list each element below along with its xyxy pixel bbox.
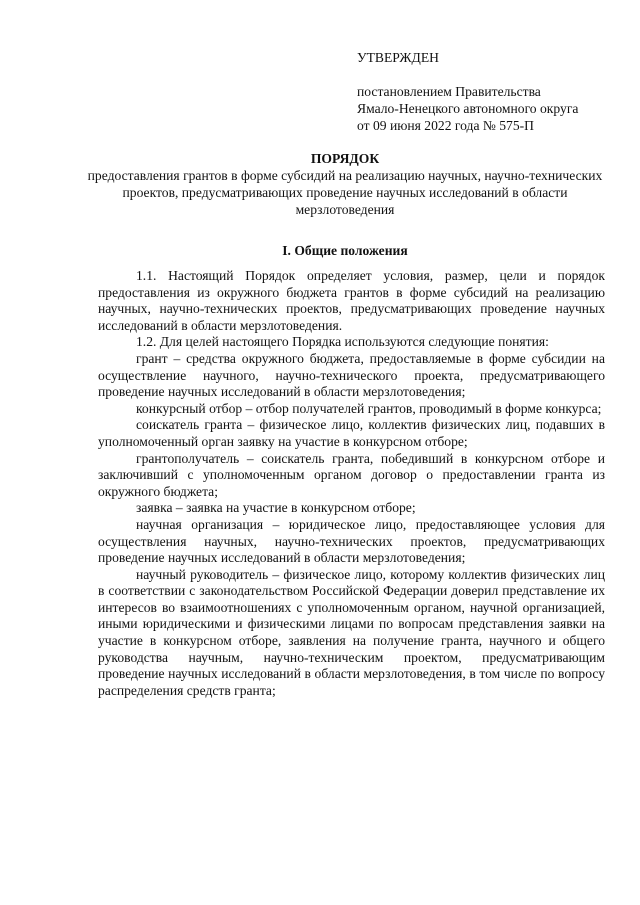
document-subtitle: предоставления грантов в форме субсидий на реализацию научных, научно-технических проектов, предусматривающих проведение научных исследований в области мерзлотоведения [87, 168, 603, 217]
paragraph: грантополучатель – соискатель гранта, победивший в конкурсном отборе и заключивший с уполномоченным органом договор о предоставлении гранта из окружного бюджета; [98, 450, 605, 499]
paragraph: конкурсный отбор – отбор получателей грантов, проводимый в форме конкурса; [136, 400, 602, 416]
section-heading: I. Общие положения [282, 243, 408, 258]
paragraph: научная организация – юридическое лицо, предоставляющее условия для осуществления научных, научно-технических проектов, предусматривающих проведение научных исследований в области мерзлотоведения; [98, 516, 605, 566]
approval-line: Ямало-Ненецкого автономного округа [357, 101, 579, 116]
title-block [80, 150, 610, 218]
approval-line: от 09 июня 2022 года № 575-П [357, 118, 534, 133]
document-title: ПОРЯДОК [310, 151, 380, 166]
paragraph: грант – средства окружного бюджета, предоставляемые в форме субсидии на осуществление научного, научно-технического проекта, предусматривающего проведение научных исследований в области мерзлотоведения; [98, 350, 605, 400]
paragraph: соискатель гранта – физическое лицо, коллектив физических лиц, подавших в уполномоченный орган заявку на участие в конкурсном отборе; [98, 417, 605, 449]
approval-block [357, 49, 617, 134]
paragraph: заявка – заявка на участие в конкурсном отборе; [136, 500, 416, 516]
approval-line: постановлением Правительства [357, 84, 541, 99]
approval-heading: УТВЕРЖДЕН [357, 50, 439, 65]
body-text [98, 268, 605, 699]
paragraph: 1.1. Настоящий Порядок определяет условия, размер, цели и порядок предоставления из окружного бюджета грантов в форме субсидий на реализацию научных, научно-технических проектов, предусматривающих проведение научных исследований в области мерзлотоведения. [98, 268, 605, 333]
paragraph: научный руководитель – физическое лицо, которому коллектив физических лиц в соответствии с законодательством Российской Федерации доверил представление их интересов во взаимоотношениях с уполномоченным органом, научной организацией, иными юридическими и физическими лицами по вопросам представления заявки на участие в конкурсном отборе, заявления на получение гранта, научного и общего руководства научным, научно-техническим проектом, предусматривающим проведение научных исследований в области мерзлотоведения, в том числе по вопросу распределения средств гранта; [98, 566, 605, 698]
paragraph: 1.2. Для целей настоящего Порядка используются следующие понятия: [136, 334, 549, 350]
